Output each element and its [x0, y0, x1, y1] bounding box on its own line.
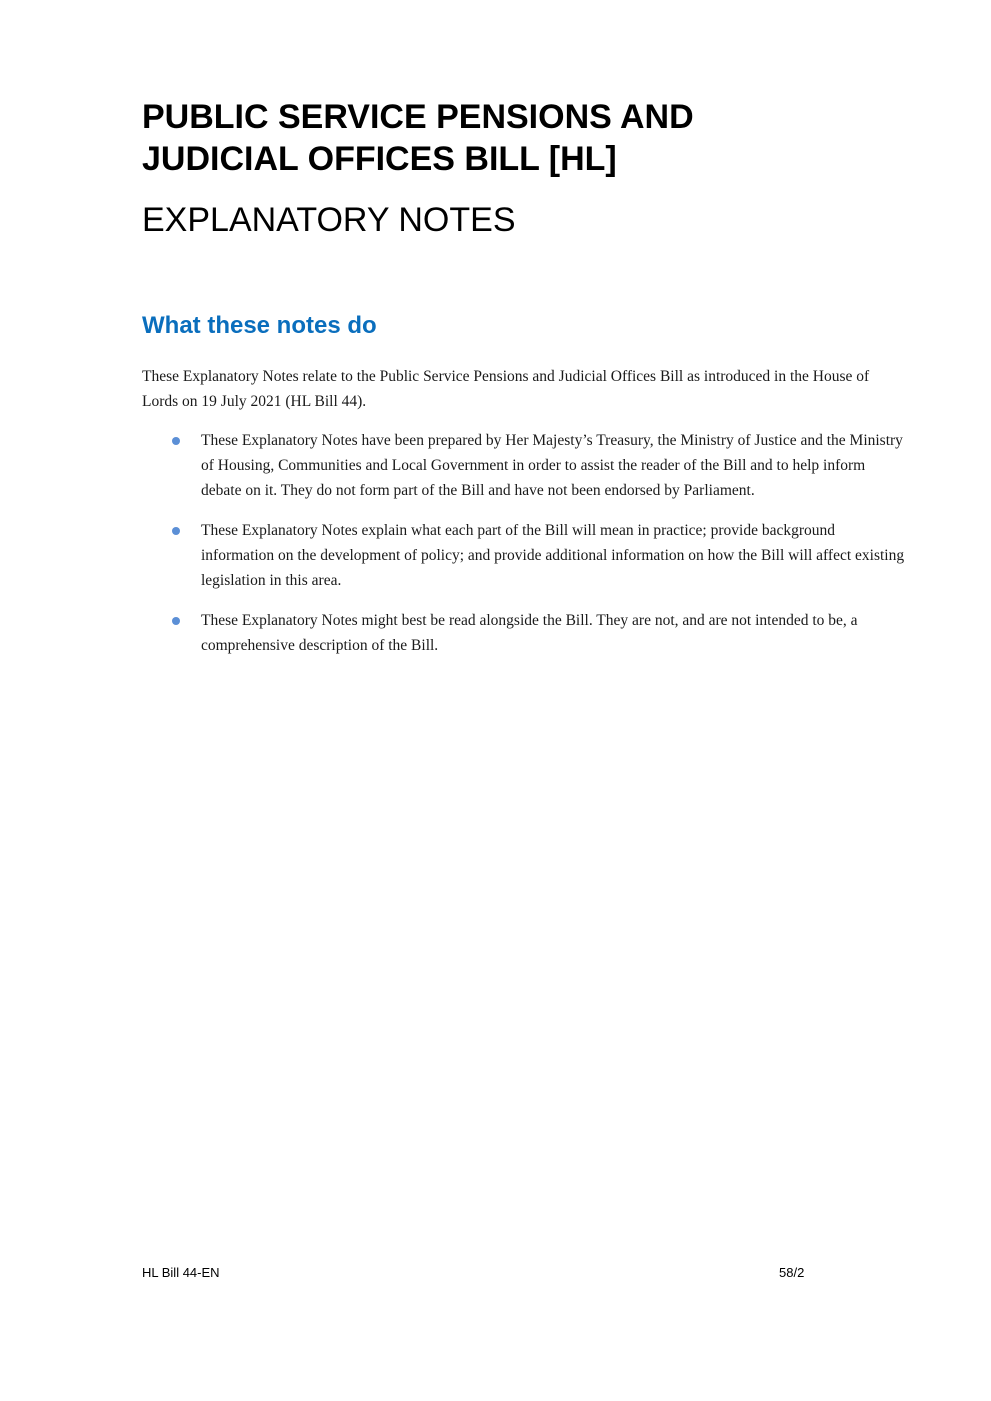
bullet-dot-icon [172, 617, 180, 625]
document-subtitle: EXPLANATORY NOTES [142, 201, 516, 239]
bullet-dot-icon [172, 437, 180, 445]
footer-bill-reference: HL Bill 44-EN [142, 1265, 220, 1280]
list-item [142, 428, 907, 503]
intro-paragraph: These Explanatory Notes relate to the Public Service Pensions and Judicial Offices Bill as introduced in the House of Lords on 19 July 2021 (HL Bill 44). [142, 368, 870, 410]
bullet-list [142, 428, 907, 673]
list-item [142, 518, 907, 593]
bullet-dot-icon [172, 527, 180, 535]
footer-session-number: 58/2 [779, 1265, 805, 1280]
list-item [142, 608, 907, 658]
list-item-text: These Explanatory Notes explain what each part of the Bill will mean in practice; provide background information on the development of policy; and provide additional information on how the Bill will affect existing legislation in this area. [201, 522, 905, 589]
list-item-text: These Explanatory Notes might best be read alongside the Bill. They are not, and are not intended to be, a comprehensive description of the Bill. [201, 612, 858, 654]
list-item-text: These Explanatory Notes have been prepared by Her Majesty’s Treasury, the Ministry of Justice and the Ministry of Housing, Communities and Local Government in order to assist the reader of the Bill and to help inform debate on it. They do not form part of the Bill and have not been endorsed by Parliament. [201, 432, 903, 499]
section-heading: What these notes do [142, 312, 377, 339]
document-title: PUBLIC SERVICE PENSIONS AND JUDICIAL OFFICES BILL [HL] [142, 98, 694, 178]
